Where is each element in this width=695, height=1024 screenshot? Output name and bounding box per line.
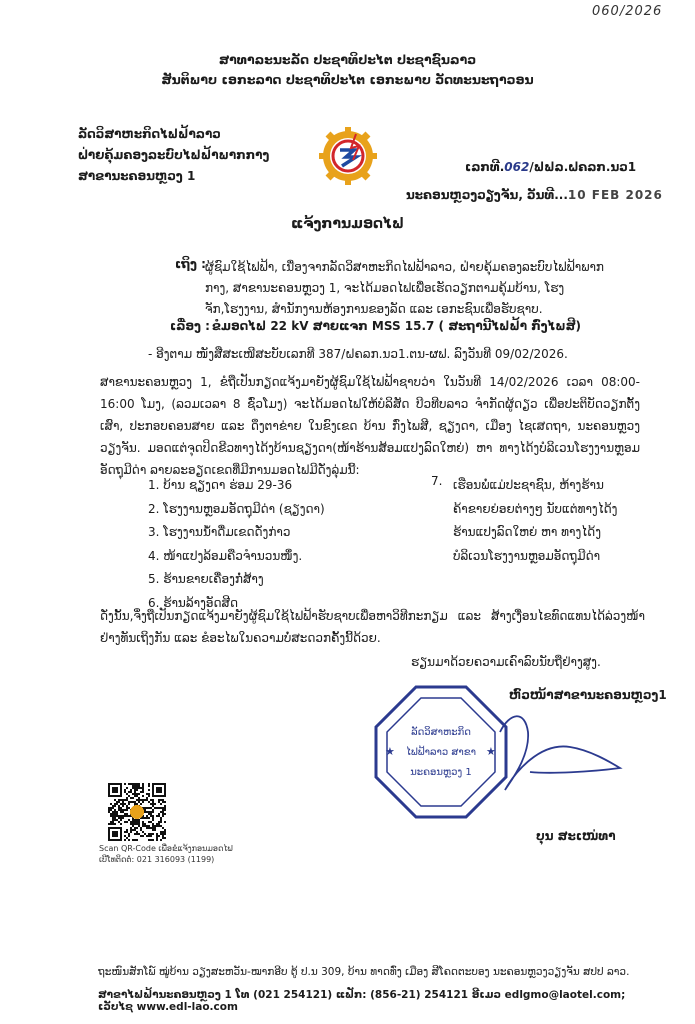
handwritten-signature xyxy=(470,702,635,797)
edl-logo xyxy=(318,126,378,186)
signatory-title: ຫົວໜ້າສາຂານະຄອນຫຼວງ1 xyxy=(509,688,667,702)
svg-text:★: ★ xyxy=(385,745,395,758)
svg-text:★: ★ xyxy=(486,745,496,758)
signatory-name: ບຸນ ສະເໜ່ທາ xyxy=(536,829,616,843)
org-line-2: ຝ່າຍຄຸ້ມຄອງລະບົບໄຟຟ້າພາກກາງ xyxy=(78,148,270,162)
date-prefix: ນະຄອນຫຼວງວຽງຈັນ, ວັນທີ... xyxy=(406,188,568,202)
doc-no-value: 062 xyxy=(504,160,530,174)
list-item: 3. ໂຮງງານນໍ້າດື່ມເຂດດັ່ງກ່າວ xyxy=(148,525,291,539)
to-label: ເຖິງ : xyxy=(175,257,206,271)
to-text: ຜູ້ຊົມໃຊ້ໄຟຟ້າ, ເນື່ອງຈາກລັດວິສາຫະກິດໄຟຟ້າລາວ, ຝ່າຍຄຸ້ມຄອງລະບົບໄຟຟ້າພາກກາງ, ສາຂານະຄອນຫຼວງ 1, ຈະໄດ້ມອດໄຟເພື່ອເຮັດວຽກຕາມຄຸ້ມບ້ານ, ໂຮງຈັກ,ໂຮງງານ, ສໍານັກງານຫ້ອງການຂອງລັດ ແລະ ເອກະຊົນເພື່ອຮັບຊາບ. xyxy=(205,260,604,316)
document-date xyxy=(406,188,663,202)
list-item: 2. ໂຮງງານຫຼອມອັດຖຸມີດ່າ (ຊຽງດາ) xyxy=(148,501,325,516)
body-paragraph-2: ດັ່ງນັ້ນ,ຈຶ່ງຖືເປັນກຽດແຈ້ງມາຍັງຜູ້ຊົມໃຊ້ໄຟຟ້າຮັບຊາບເພື່ອຫາວິທີກະກຽມ ແລະ ສ້າງເງື່ອນໄຂທົດແທນໄດ້ລ່ວງໜ້າຢ່າງທັນເຖິງກັນ ແລະ ຂໍອະໄພໃນຄວາມບໍ່ສະດວກຄັ້ງນີ້ດ້ວຍ. xyxy=(100,609,645,645)
document-number xyxy=(465,160,636,174)
footer-address: ຖະໜົນສັກໂພ໌ ໝູ່ບ້ານ ວຽງສະຫວັນ-ໝາກອີບ ຕູ້ ປ.ນ 309, ບ້ານ ທາດທົ່ງ ເມືອງ ສີໂຄດຕະບອງ ນະຄອນຫຼວງວຽງຈັນ ສປປ ລາວ. xyxy=(98,966,630,978)
qr-code[interactable] xyxy=(108,783,166,841)
org-line-1: ລັດວິສາຫະກິດໄຟຟ້າລາວ xyxy=(78,127,221,141)
subject-text: ຂໍມອດໄຟ 22 kV ສາຍແຈກ MSS 15.7 ( ສະຖານີໄຟຟ້າ ກົ່ງໄພສີ) xyxy=(212,319,581,333)
qr-caption xyxy=(99,843,233,865)
document-title: ແຈ້ງການມອດໄຟ xyxy=(291,216,404,232)
handwritten-number: 060/2026 xyxy=(592,4,663,19)
list-item: 5. ຮ້ານຂາຍເຄື່ອງກໍ່ສ້າງ xyxy=(148,572,264,586)
stamp-line-1: ລັດວິສາຫະກິດ xyxy=(411,727,471,738)
list-item-7-text: ເຮືອນພໍ່ແມ່ປະຊາຊົນ, ຫ້າງຮ້ານ ຄ້າຂາຍຍ່ອຍຕ່າງໆ ນັບແຕ່ທາງໄດ້ງຮ້ານແປງລົດໃຫຍ່ ຫາ ທາງໄດ້ງບໍລິເວນໂຮງງານຫຼອມອັດຖຸມີດ່າ xyxy=(453,478,618,563)
qr-caption-line-1: Scan QR-Code ເພື່ອຂໍແຈ້ງກອນມອດໄຟ xyxy=(99,844,233,853)
subject-label: ເລື່ອງ : xyxy=(170,319,210,333)
footer-contact: ສາຂາໄຟຟ້ານະຄອນຫຼວງ 1 ໂທ (021 254121) ແຟັກ: (856-21) 254121 ອີເມວ edlgmo@laotel.com; ເວັບໄຊ www.edl-lao.com xyxy=(98,989,626,1013)
national-motto: ສັນຕິພາບ ເອກະລາດ ປະຊາທິປະໄຕ ເອກະພາບ ວັດທະນະຖາວອນ xyxy=(161,72,534,87)
list-item: 6. ຮ້ານລ້າງອັດສີດ xyxy=(148,595,238,610)
list-item: 4. ໜ້າແປງລ້ອມຄືວຈໍານວນໜຶ່ງ. xyxy=(148,548,303,563)
doc-no-suffix: /ຟຟລ.ຝຄລກ.ນວ1 xyxy=(529,160,637,174)
stamp-line-2: ໄຟຟ້າລາວ ສາຂາ xyxy=(405,747,477,758)
org-line-3: ສາຂານະຄອນຫຼວງ 1 xyxy=(78,169,196,183)
list-item: 1. ບ້ານ ຊຽງດາ ຮ່ອມ 29-36 xyxy=(148,478,293,492)
date-stamp: 10 FEB 2026 xyxy=(567,188,663,202)
list-item-7-number: 7. xyxy=(431,474,443,488)
reference-line: - ອີງຕາມ ໜັງສືສະເໜີສະບັບເລກທີ 387/ຝຄລກ.ນວ1.ຕນ-ຜຟ. ລົງວັນທີ 09/02/2026. xyxy=(148,347,568,361)
organization-block xyxy=(78,124,269,187)
republic-heading: ສາທາລະນະລັດ ປະຊາທິປະໄຕ ປະຊາຊົນລາວ xyxy=(218,52,477,67)
qr-caption-line-2: ເບີໂທຕິດຕໍ່: 021 316093 (1199) xyxy=(99,855,215,864)
closing-line: ຮຽນມາດ້ວຍຄວາມເຄົາລົບນັບຖືຢ່າງສູງ. xyxy=(411,655,601,669)
affected-areas-list xyxy=(148,474,325,615)
doc-no-prefix: ເລກທີ. xyxy=(465,160,505,174)
stamp-line-3: ນະຄອນຫຼວງ 1 xyxy=(410,767,472,778)
body-paragraph-1: ສາຂານະຄອນຫຼວງ 1, ຂໍຖືເປັນກຽດແຈ້ງມາຍັງຜູ້ຊົມໃຊ້ໄຟຟ້າຊາບວ່າ ໃນວັນທີ 14/02/2026 ເວລາ 08:00-16:00 ໂມງ, (ລວມເວລາ 8 ຊົ່ວໂມງ) ຈະໄດ້ມອດໄຟໃຫ້ບໍລິສັດ ບີວທີບລາວ ຈໍາກັດຜູ້ດຽວ ເພື່ອປະຕິບັດວຽກຕັ້ງເສົາ, ປະກອບຄອນສາຍ ແລະ ດຶງຕາຂ່າຍ ໃນຂົງເຂດ ບ້ານ ກົ່ງໄພສີ, ຊຽງດາ, ເມືອງ ໄຊເສດຖາ, ນະຄອນຫຼວງວຽງຈັນ. ມອດແຕ່ຈຸດປິດຂີວທາງໄດ້ງບ້ານຊຽງດາ(ໜ້າຮ້ານສ້ອມແປງລົດໃຫຍ່) ຫາ ທາງໄດ້ງບໍລິເວນໂຮງງານຫຼອມອັດຖຸມີດ່າ ລາຍລະອຽດເຂດທີ່ມີການມອດໄຟມີດັ່ງລຸ່ມນີ້: xyxy=(100,375,640,477)
